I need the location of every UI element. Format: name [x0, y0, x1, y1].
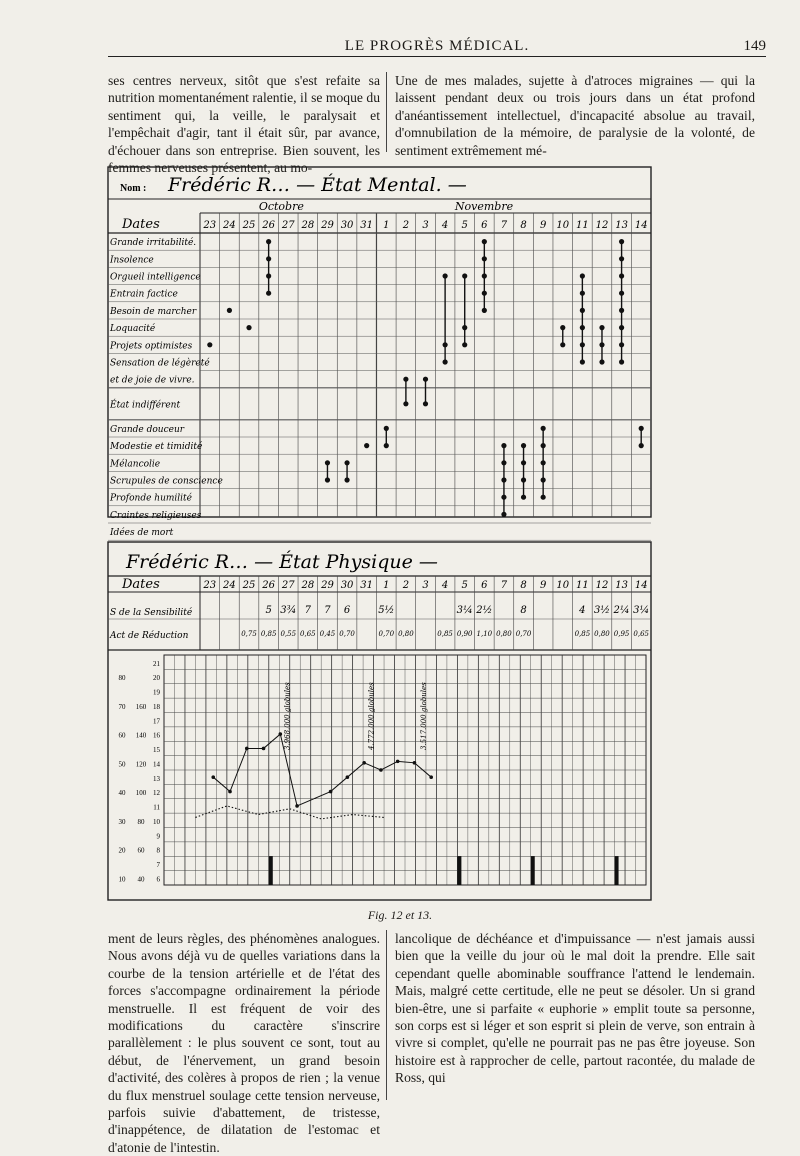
sensibility-value: 4: [579, 605, 586, 616]
state-dot: [639, 426, 644, 431]
state-dot: [423, 377, 428, 382]
date-label: 1: [383, 580, 390, 591]
curve-point: [329, 790, 333, 794]
state-dot: [619, 291, 624, 296]
date-label: 13: [615, 220, 628, 231]
journal-title: LE PROGRÈS MÉDICAL.: [344, 38, 530, 54]
state-dot: [619, 325, 624, 330]
row-label: Orgueil intelligence: [110, 272, 201, 283]
state-dot: [462, 273, 467, 278]
paragraph: Une de mes malades, sujette à d'atroces migraines — qui la laissent pendant deux ou trois jours dans un état profond d'anéantissement intellectuel, d'incapacité absolue au travail, d'omnubilation de la mémoire, de paralysie de la volonté, de sentiment extrêmement mé-: [395, 73, 755, 158]
date-label: 26: [262, 580, 275, 591]
curve-point: [429, 775, 433, 779]
date-label: 29: [321, 220, 334, 231]
date-label: 4: [441, 220, 449, 231]
bottom-left-column: [108, 930, 380, 1156]
date-label: 1: [383, 220, 390, 231]
scale-tick: 19: [153, 688, 160, 697]
row-label: Craintes religieuses: [110, 510, 202, 521]
sensibility-value: 7: [324, 605, 331, 616]
state-dot: [384, 443, 389, 448]
reduction-value: 0,80: [398, 630, 414, 638]
bottom-right-column: [395, 930, 755, 1087]
paragraph: ment de leurs règles, des phénomènes analogues. Nous avons déjà vu de quelles variations dans la courbe de la tension artérielle et de l'état des forces s'accompagne ordinairement la période menstruelle. Il est fréquent de voir des modifications du caractère s'inscrire parallèlement : le plus souvent ce sont, tout au début, de l'énervement, un grand besoin d'activité, des colères à propos de rien ; la venue du flux menstruel soulage cette tension nerveuse, parfois suivie d'abattement, de tristesse, d'inappétence, de dilatation de l'estomac et d'atonie de l'intestin.: [108, 931, 380, 1155]
state-dot: [403, 377, 408, 382]
date-label: 7: [500, 220, 508, 231]
page-header: [108, 30, 766, 57]
date-label: 8: [520, 580, 527, 591]
scale-tick: 30: [118, 817, 126, 826]
reduction-value: 0,75: [241, 630, 257, 638]
curve-point: [211, 775, 215, 779]
state-dot: [423, 401, 428, 406]
scale-tick: 100: [135, 789, 147, 798]
state-dot: [364, 443, 369, 448]
scale-tick: 70: [118, 702, 126, 711]
scale-tick: 16: [153, 731, 160, 740]
scale-tick: 6: [156, 875, 160, 884]
date-label: 26: [262, 220, 275, 231]
row-label: Idées de mort: [110, 528, 174, 539]
date-label: 14: [634, 580, 648, 591]
scale-tick: 8: [156, 846, 160, 855]
scale-tick: 18: [153, 702, 160, 711]
state-dot: [384, 426, 389, 431]
paragraph: ses centres nerveux, sitôt que s'est refaite sa nutrition momentanément ralentie, il se moque du sentiment qui, la veille, le paralysait et l'empêchait d'agir, tant il était sûr, par avance, d'échouer dans son entreprise. Bien souvent, les femmes nerveuses présentent, au mo-: [108, 73, 380, 176]
state-dot: [501, 460, 506, 465]
date-label: 11: [576, 580, 589, 591]
scale-tick: 40: [137, 875, 145, 884]
state-dot: [619, 273, 624, 278]
row-label: Grande irritabilité.: [110, 238, 197, 249]
date-label: 14: [634, 220, 648, 231]
state-dot: [482, 239, 487, 244]
column-divider: [386, 72, 387, 152]
reduction-value: 0,85: [437, 630, 453, 638]
row-label: Projets optimistes: [110, 341, 193, 352]
date-label: 12: [595, 580, 609, 591]
column-divider: [386, 930, 387, 1100]
date-label: 10: [556, 580, 570, 591]
menstruation-bar: [457, 856, 461, 885]
state-dot: [501, 495, 506, 500]
date-label: 6: [481, 580, 488, 591]
figure-caption: Fig. 12 et 13.: [367, 908, 433, 922]
state-dot: [619, 256, 624, 261]
state-dot: [462, 342, 467, 347]
state-dot: [462, 325, 467, 330]
curve-point: [362, 761, 366, 765]
state-dot: [580, 325, 585, 330]
state-dot: [246, 325, 251, 330]
state-dot: [619, 359, 624, 364]
state-dot: [501, 512, 506, 517]
curve-point: [379, 768, 383, 772]
row-label: État indifférent: [110, 400, 181, 411]
reduction-value: 0,80: [594, 630, 610, 638]
date-label: 29: [321, 580, 334, 591]
state-dot: [580, 291, 585, 296]
curve-point: [279, 732, 283, 736]
row-label: Loquacité: [110, 324, 156, 335]
scale-tick: 80: [118, 674, 126, 683]
menstruation-bar: [615, 856, 619, 885]
scale-tick: 160: [135, 702, 147, 711]
date-label: 23: [203, 580, 217, 591]
row-label: Act de Réduction: [110, 631, 189, 641]
reduction-value: 0,65: [300, 630, 316, 638]
state-dot: [541, 495, 546, 500]
row-label: Mélancolie: [110, 459, 161, 470]
reduction-value: 0,85: [574, 630, 591, 638]
state-dot: [403, 401, 408, 406]
date-label: 23: [203, 220, 217, 231]
page-number: 149: [743, 38, 766, 54]
state-dot: [560, 325, 565, 330]
date-label: 4: [441, 580, 449, 591]
chart-frame: [108, 542, 651, 900]
chart-title: Frédéric R… — État Physique —: [126, 551, 438, 573]
scale-tick: 10: [118, 875, 126, 884]
reduction-value: 0,70: [515, 630, 532, 638]
date-label: 2: [402, 580, 410, 591]
month-label: Octobre: [258, 200, 304, 213]
state-dot: [325, 460, 330, 465]
date-label: 3: [422, 220, 429, 231]
state-dot: [580, 342, 585, 347]
curve-point: [228, 790, 232, 794]
date-label: 31: [360, 580, 374, 591]
state-dot: [521, 495, 526, 500]
state-dot: [443, 273, 448, 278]
date-label: 8: [520, 220, 527, 231]
curve-point: [396, 760, 400, 764]
chart-title: Frédéric R… — État Mental. —: [168, 174, 467, 196]
row-label: Insolence: [110, 255, 154, 266]
month-label: Novembre: [454, 200, 514, 213]
state-dot: [541, 460, 546, 465]
sensibility-value: 3¾: [280, 605, 297, 616]
date-label: 30: [340, 580, 354, 591]
state-dot: [344, 460, 349, 465]
date-label: 27: [281, 220, 295, 231]
state-dot: [482, 273, 487, 278]
state-dot: [521, 443, 526, 448]
state-dot: [266, 291, 271, 296]
scale-tick: 80: [137, 817, 145, 826]
row-label: Entrain factice: [110, 289, 178, 300]
curve-point: [413, 761, 417, 765]
sensibility-value: 3¼: [456, 605, 473, 616]
date-label: 13: [615, 580, 628, 591]
reduction-value: 0,95: [613, 630, 630, 638]
state-dot: [521, 477, 526, 482]
row-label: Grande douceur: [110, 424, 185, 435]
state-dot: [580, 273, 585, 278]
scale-tick: 15: [153, 746, 160, 755]
date-label: 10: [556, 220, 570, 231]
sensibility-value: 3¼: [633, 605, 650, 616]
date-label: 24: [223, 220, 236, 231]
sensibility-value: 6: [343, 605, 351, 616]
sensibility-value: 5½: [378, 605, 395, 616]
row-label: Sensation de légèreté: [110, 358, 210, 369]
date-label: 25: [242, 220, 256, 231]
state-dot: [501, 443, 506, 448]
blood-count-annotation: 3.968.000 globules: [283, 682, 292, 750]
curve-point: [262, 747, 266, 751]
date-label: 5: [461, 580, 468, 591]
sensibility-value: 7: [304, 605, 312, 616]
state-dot: [619, 342, 624, 347]
scale-tick: 40: [118, 789, 126, 798]
date-label: 24: [223, 580, 236, 591]
dates-label: Dates: [122, 577, 160, 592]
blood-count-annotation: 4.772.000 globules: [367, 682, 376, 750]
scale-tick: 21: [153, 659, 160, 668]
state-dot: [443, 359, 448, 364]
menstruation-bar: [531, 856, 535, 885]
date-label: 9: [539, 220, 547, 231]
date-label: 28: [301, 220, 315, 231]
scale-tick: 13: [153, 774, 160, 783]
row-label: Besoin de marcher: [110, 306, 197, 317]
scale-tick: 60: [137, 846, 145, 855]
dates-label: Dates: [122, 217, 160, 232]
sensibility-value: 2¼: [613, 605, 630, 616]
reduction-value: 0,70: [378, 630, 395, 638]
scale-tick: 20: [118, 846, 126, 855]
sensibility-value: 2½: [476, 605, 493, 616]
mental-state-chart: [108, 165, 656, 539]
scale-tick: 14: [153, 760, 160, 769]
date-label: 7: [500, 580, 508, 591]
state-dot: [599, 359, 604, 364]
sensibility-value: 5: [265, 605, 272, 616]
curve-point: [245, 747, 249, 751]
date-label: 6: [481, 220, 488, 231]
scale-tick: 17: [153, 717, 160, 726]
top-right-column: [395, 72, 755, 159]
date-label: 31: [360, 220, 374, 231]
date-label: 12: [595, 220, 609, 231]
state-dot: [443, 342, 448, 347]
state-dot: [266, 256, 271, 261]
nom-label: Nom :: [120, 183, 147, 194]
scale-tick: 60: [118, 731, 126, 740]
state-dot: [560, 342, 565, 347]
physical-state-chart: [108, 540, 656, 908]
sensibility-value: 8: [520, 605, 527, 616]
reduction-value: 0,70: [339, 630, 355, 638]
date-label: 27: [281, 580, 295, 591]
state-dot: [639, 443, 644, 448]
state-dot: [482, 291, 487, 296]
row-label: Modestie et timidité: [110, 442, 203, 453]
date-label: 28: [301, 580, 315, 591]
sensibility-value: 3½: [593, 605, 611, 616]
reduction-value: 0,85: [260, 630, 277, 638]
state-dot: [541, 477, 546, 482]
row-label: et de joie de vivre.: [110, 375, 195, 386]
scale-tick: 7: [156, 861, 160, 870]
reduction-value: 0,90: [456, 630, 473, 638]
state-dot: [501, 477, 506, 482]
state-dot: [599, 325, 604, 330]
row-label: S de la Sensibilité: [110, 608, 193, 618]
scale-tick: 9: [156, 832, 160, 841]
date-label: 5: [461, 220, 468, 231]
date-label: 11: [576, 220, 589, 231]
date-label: 2: [402, 220, 410, 231]
state-dot: [482, 256, 487, 261]
reduction-value: 1,10: [476, 630, 493, 638]
reduction-value: 0,55: [280, 630, 297, 638]
date-label: 3: [422, 580, 429, 591]
curve-point: [295, 804, 299, 808]
scale-tick: 120: [135, 760, 147, 769]
reduction-value: 0,80: [496, 630, 512, 638]
date-label: 25: [242, 580, 256, 591]
state-dot: [266, 239, 271, 244]
paragraph: lancolique de déchéance et d'impuissance — n'est jamais aussi bien que la veille du jour où le mal doit la prendre. Elle sait cependant quelle abominable souffrance l'attend le lendemain. Mais, malgré cette certitude, elle ne peut se désoler. Un si grand bien-être, une si parfaite « euphorie » emplit toute sa personne, son corps est si léger et son esprit si plein de verve, son entrain à vivre si complet, qu'elle ne pourrait pas ne pas être joyeuse. Son histoire est à rapprocher de celle, partout racontée, du malade de Ross, qui: [395, 931, 755, 1086]
state-dot: [619, 308, 624, 313]
row-label: Profonde humilité: [110, 493, 192, 504]
state-dot: [541, 443, 546, 448]
state-dot: [541, 426, 546, 431]
scale-tick: 50: [118, 760, 126, 769]
row-label: Scrupules de conscience: [110, 476, 223, 487]
scale-tick: 140: [135, 731, 147, 740]
reduction-value: 0,65: [633, 630, 649, 638]
scale-tick: 10: [153, 817, 160, 826]
scale-tick: 12: [153, 789, 160, 798]
state-dot: [580, 308, 585, 313]
date-label: 30: [340, 220, 354, 231]
state-dot: [580, 359, 585, 364]
top-left-column: [108, 72, 380, 176]
state-dot: [521, 460, 526, 465]
curve-point: [346, 775, 350, 779]
state-dot: [619, 239, 624, 244]
scale-tick: 11: [153, 803, 160, 812]
blood-count-annotation: 3.517.000 globules: [419, 682, 428, 750]
reduction-value: 0,45: [319, 630, 336, 638]
scale-tick: 20: [153, 674, 160, 683]
state-dot: [599, 342, 604, 347]
state-dot: [207, 342, 212, 347]
state-dot: [325, 477, 330, 482]
menstruation-bar: [269, 856, 273, 885]
date-label: 9: [539, 580, 547, 591]
state-dot: [266, 273, 271, 278]
state-dot: [482, 308, 487, 313]
state-dot: [227, 308, 232, 313]
state-dot: [344, 477, 349, 482]
